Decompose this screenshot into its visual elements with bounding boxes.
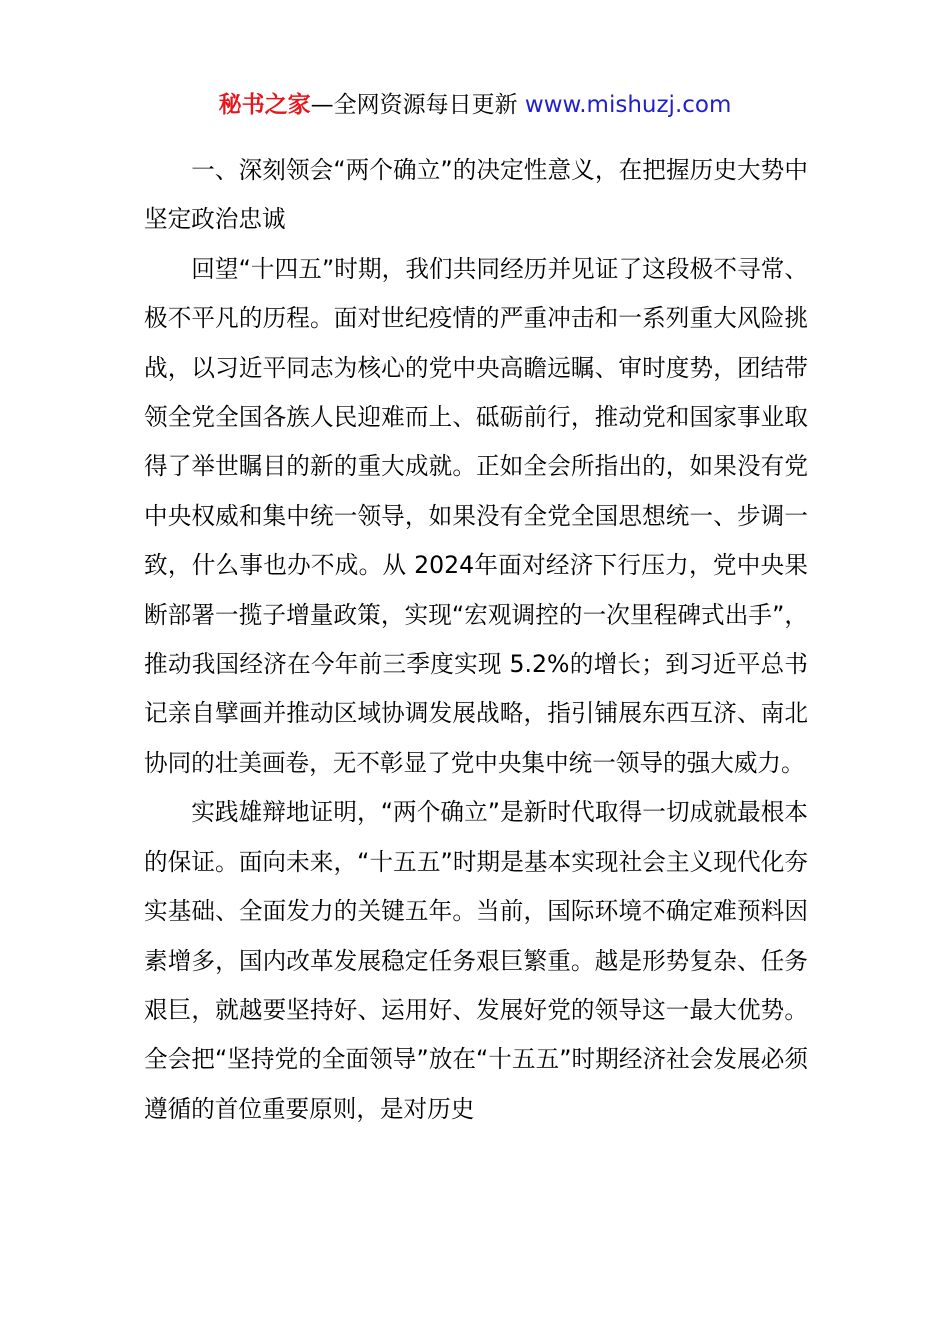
document-body (144, 146, 808, 1134)
paragraph-1: 回望“十四五”时期，我们共同经历并见证了这段极不寻常、极不平凡的历程。面对世纪疫情的严重冲击和一系列重大风险挑战，以习近平同志为核心的党中央高瞻远瞩、审时度势，团结带领全党全国各族人民迎难而上、砥砺前行，推动党和国家事业取得了举世瞩目的新的重大成就。正如全会所指出的，如果没有党中央权威和集中统一领导，如果没有全党全国思想统一、步调一致，什么事也办不成。从 2024年面对经济下行压力，党中央果断部署一揽子增量政策，实现“宏观调控的一次里程碑式出手”，推动我国经济在今年前三季度实现 5.2%的增长；到习近平总书记亲自擘画并推动区域协调发展战略，指引铺展东西互济、南北协同的壮美画卷，无不彰显了党中央集中统一领导的强大威力。 (144, 254, 808, 777)
brand-name: 秘书之家 (218, 92, 311, 118)
page-header (0, 88, 950, 122)
section-heading: 一、深刻领会“两个确立”的决定性意义，在把握历史大势中坚定政治忠诚 (144, 156, 808, 234)
site-url-link[interactable]: www.mishuzj.com (524, 92, 732, 118)
paragraph-2: 实践雄辩地证明，“两个确立”是新时代取得一切成就最根本的保证。面向未来，“十五五”时期是基本实现社会主义现代化夯实基础、全面发力的关键五年。当前，国际环境不确定难预料因素增多，国内改革发展稳定任务艰巨繁重。越是形势复杂、任务艰巨，就越要坚持好、运用好、发展好党的领导这一最大优势。全会把“坚持党的全面领导”放在“十五五”时期经济社会发展必须遵循的首位重要原则，是对历史 (144, 798, 808, 1123)
header-tagline: —全网资源每日更新 (310, 92, 525, 118)
